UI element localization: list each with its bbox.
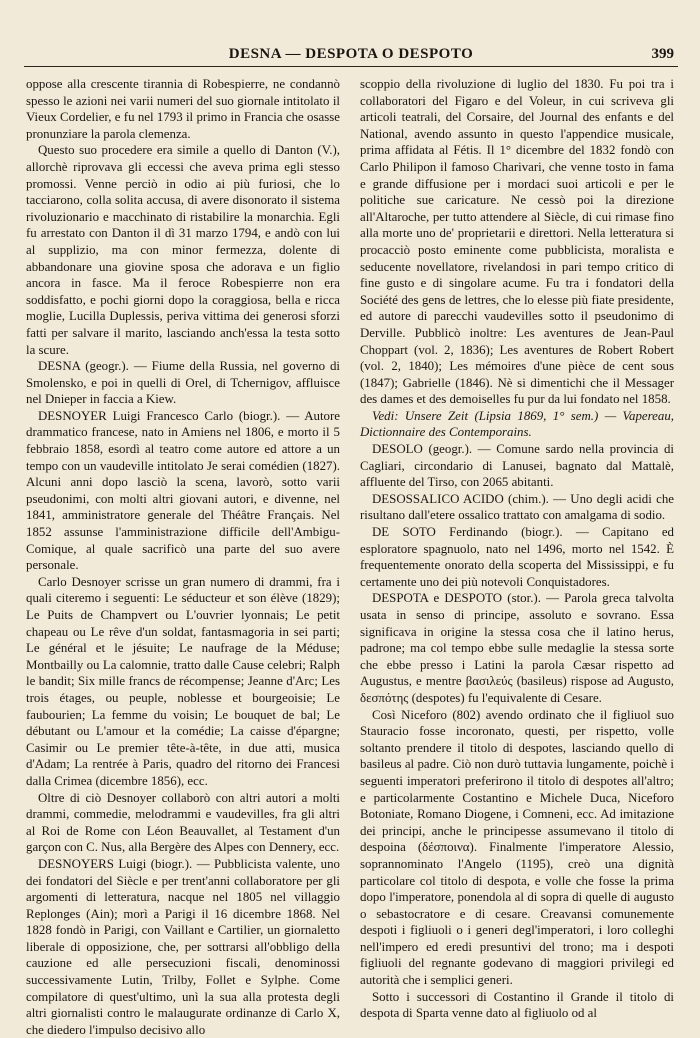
- paragraph: scoppio della rivoluzione di luglio del 1830. Fu poi tra i collaboratori del Figaro e del Voleur, in cui scriveva gli articoli teatrali, del Corsaire, del Journal des enfants e del National, avendo assunto in questo l'appendice musicale, prima affidata al Fétis. Il 1° dicembre del 1832 fondò con Carlo Philipon il famoso Charivari, che venne tosto in fama e grande diffusione per i mordaci suoi articoli e per le politiche sue caricature. Ne cessò poi la direzione all'Altaroche, per tutto attendere al Siècle, di cui rimase fino alla morte uno de' proprietarii e direttori. Nella letteratura si procacciò posto eminente come pubblicista, moralista e seducente novellatore, rivelandosi in pari tempo critico di fine gusto e di singolare acume. Fu tra i fondatori della Société des gens de lettres, che lo elesse più fiate presidente, ed autore di parecchi vaudevilles sotto il pseudonimo di Derville. Pubblicò inoltre: Les aventures de Jean-Paul Choppart (vol. 2, 1836); Les aventures de Robert Robert (vol. 2, 1840); Les mémoires d'une pièce de cent sous (1847); Gabrielle (1846). Nè si dimentichi che il Messager des dames et des demoiselles fu pur da lui fondato nel 1858.: [360, 77, 674, 407]
- paragraph: Oltre di ciò Desnoyer collaborò con altri autori a molti drammi, commedie, melodrammi e vaudevilles, fra gli altri al Roi de Rome con Léon Beauvallet, al Testament d'un garçon con C. Nus, alla Bergère des Alpes con Dennery, ecc.: [26, 790, 340, 855]
- entry-desna: DESNA (geogr.). — Fiume della Russia, nel governo di Smolensko, e poi in quelli di Orel, di Tchernigov, affluisce nel Dnieper in faccia a Kiew.: [26, 359, 340, 407]
- entry-desossalico-acido: DESOSSALICO ACIDO (chim.). — Uno degli acidi che risultano dall'etere ossalico trattato con amalgama di sodio.: [360, 491, 674, 523]
- paragraph: Così Niceforo (802) avendo ordinato che il figliuol suo Stauracio fosse incoronato, questi, per rispetto, volle soltanto prendere il titolo di despotes, lasciando quello di basileus al padre. Ciò non durò tuttavia lungamente, poichè i seguenti imperatori preferirono il titolo di despotes all'altro; e particolarmente Costantino e Michele Duca, Niceforo Botoniate, Romano Diogene, i Comneni, ecc. Ad imitazione dei principi, anche le principesse assumevano il titolo di despoina (δέσποινα). Finalmente l'imperatore Alessio, soprannominato l'Angelo (1195), creò una dignità particolare col titolo di despota, e volle che fosse la prima dopo l'imperatore, ponendola al di sopra di quelle di augusto o sebastocratore e di cesare. Creavansi comunemente despoti i figliuoli o i generi degl'imperatori, i loro colleghi nell'impero ed eredi presuntivi del trono; ma i despoti figliuoli del regnante godevano di maggiori privilegi ed autorità che i semplici generi.: [360, 707, 674, 988]
- running-title: DESNA — DESPOTA O DESPOTO: [228, 46, 474, 62]
- right-column: [360, 76, 674, 1020]
- entry-desnoyer-luigi-francesco-carlo: DESNOYER Luigi Francesco Carlo (biogr.). — Autore drammatico francese, nato in Amiens nel 1806, e morto il 5 febbraio 1858, esordì al teatro come autore ed attore a un tempo con un vaudeville intitolato Je serai comédien (1827). Alcuni anni dopo lasciò la scena, lavorò, sotto varii pseudonimi, con molti altri giovani autori, e divenne, nel 1841, amministratore generale del Théâtre Français. Nel 1852 assunse l'amministrazione difficile dell'Ambigu-Comique, al quale sacrificò una parte del suo avere personale.: [26, 408, 340, 573]
- paragraph: Sotto i successori di Costantino il Grande il titolo di despota di Sparta venne dato al figliuolo od al: [360, 989, 674, 1021]
- entry-de-soto-ferdinando: DE SOTO Ferdinando (biogr.). — Capitano ed esploratore spagnuolo, nato nel 1496, morto nel 1542. È frequentemente onorato della scoperta del Mississippi, e fu certamente uno dei più notevoli Conquistadores.: [360, 525, 674, 589]
- paragraph: oppose alla crescente tirannia di Robespierre, ne condannò spesso le azioni nei varii numeri del suo giornale intitolato il Vieux Cordelier, e fu nel 1793 il primo in Francia che osasse pronunziare la parola clemenza.: [26, 77, 340, 141]
- running-header: [24, 44, 678, 67]
- references: Vedi: Unsere Zeit (Lipsia 1869, 1° sem.) — Vapereau, Dictionnaire des Contemporains.: [360, 408, 674, 440]
- paragraph: Questo suo procedere era simile a quello di Danton (V.), allorchè riprovava gli eccessi che aveva prima egli stesso promossi. Venne perciò in odio ai più furiosi, che lo tacciarono, colla solita accusa, di avere disonorato il sistema rivoluzionario e macchinato di ristabilire la monarchia. Egli fu arrestato con Danton il dì 31 marzo 1794, e andò con lui al supplizio, ma con minor fermezza, dolente di abbandonare una giovine sposa che adorava e un figlio ancora in fasce. Ma il feroce Robespierre non era soddisfatto, e pochi giorni dopo la coraggiosa, bella e ricca moglie, Lucilla Duplessis, periva vittima dei generosi sforzi fatti per salvare il marito, lasciando anch'essa la testa sotto la scure.: [26, 143, 340, 357]
- paragraph: Carlo Desnoyer scrisse un gran numero di drammi, fra i quali citeremo i seguenti: Le séducteur et son élève (1829); Le Puits de Champvert ou L'ouvrier lyonnais; Le petit chapeau ou Le rêve d'un soldat, fantasmagoria in sei parti; Le général et le jésuite; Le naufrage de la Méduse; Montbailly ou La calomnie, tratto dalle Cause celebri; Ralph le bandit; Six mille francs de récompense; Jeanne d'Arc; Les trois étages, ou peuple, noblesse et bourgeoisie; Le faubourien; La femme du voisin; Le bouquet de bal; Le débutant ou L'amour et la comédie; La caisse d'épargne; Casimir ou Le premier tête-à-tête, in due atti, musica d'Adam; La rentrée à Paris, quadro del ritorno dei Francesi dalla Crimea (dicembre 1856), ecc.: [26, 574, 340, 788]
- entry-desnoyers-luigi: DESNOYERS Luigi (biogr.). — Pubblicista valente, uno dei fondatori del Siècle e per trent'anni collaboratore per gli argomenti di letteratura, nacque nel 1805 nel villaggio Replonges (Ain); morì a Parigi il 16 dicembre 1868. Nel 1828 fondò in Parigi, con Vaillant e Cartilier, un giornaletto liberale di opposizione, che, per sottrarsi all'obbligo della cauzione ed alle persecuzioni fiscali, denominossi successivamente Lutin, Trilby, Follet e Sylphe. Come compilatore di quest'ultimo, unì la sua alla protesta degli altri giornalisti contro le malaugurate ordinanze di Carlo X, che diedero l'impulso decisivo allo: [26, 856, 340, 1037]
- entry-despota-e-despoto: DESPOTA e DESPOTO (stor.). — Parola greca talvolta usata in senso di principe, assoluto e sovrano. Essa significava in origine la stessa cosa che il latino herus, padrone; ma col tempo ebbe sulle medaglie la stessa sorte che ebbe presso i Latini la parola Cæsar rispetto ad Augustus, e mentre βασιλεύς (basileus) rispose ad Augusto, δεσπότης (despotes) fu l'equivalente di Cesare.: [360, 591, 674, 705]
- entry-desolo: DESOLO (geogr.). — Comune sardo nella provincia di Cagliari, circondario di Lanusei, bagnato dal Mattalè, affluente del Tirso, con 2065 abitanti.: [360, 442, 674, 490]
- page-number: 399: [651, 46, 674, 62]
- left-column: [26, 76, 340, 1037]
